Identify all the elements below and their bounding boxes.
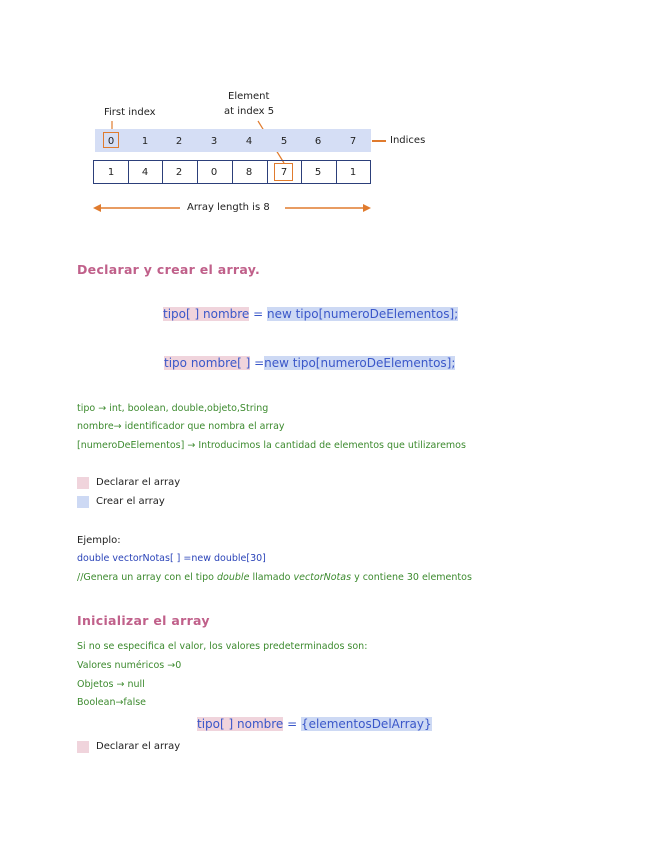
example-code: double vectorNotas[ ] =new double[30] [77,553,266,564]
length-arrow-left-head [93,204,101,212]
array-length-label: Array length is 8 [187,202,270,213]
init-line-2: Valores numéricos →0 [77,660,182,671]
value-cell: 0 [210,167,218,178]
index-cell: 5 [280,136,288,147]
code-line-1 [163,307,458,321]
comment-text: y contiene 30 elementos [351,572,472,583]
comment-varname: vectorNotas [293,572,352,583]
index-cell: 0 [107,136,115,147]
code-create-part: new tipo[numeroDeElementos]; [264,356,456,370]
element-at-index-label: at index 5 [224,106,275,117]
desc-numero: [numeroDeElementos] → Introducimos la cantidad de elementos que utilizaremos [77,440,466,451]
index-cell: 7 [349,136,357,147]
init-line-1: Si no se especifica el valor, los valores predeterminados son: [77,641,368,652]
first-index-label: First index [104,107,156,118]
init-line-4: Boolean→false [77,697,147,708]
index-cell: 3 [210,136,218,147]
section-title-declarar: Declarar y crear el array. [77,262,261,277]
legend-crear: Crear el array [96,496,165,507]
length-arrow-right-head [363,204,371,212]
code-equals: = [250,356,265,370]
index-cell: 6 [314,136,322,147]
section-title-inicializar: Inicializar el array [77,613,210,628]
code-initializer-part: {elementosDelArray} [300,717,432,731]
value-cell: 8 [245,167,253,178]
value-cell: 5 [314,167,322,178]
init-line-3: Objetos → null [77,679,145,690]
pointer-lines [0,0,655,240]
indices-label: Indices [390,135,426,146]
value-cell: 2 [175,167,183,178]
legend-declarar-2: Declarar el array [96,741,181,752]
legend-pink-swatch [77,477,89,489]
legend-declarar: Declarar el array [96,477,181,488]
example-comment [77,572,472,583]
code-declare-part: tipo[ ] nombre [163,307,250,321]
code-line-2 [164,356,455,370]
init-code-line [197,717,432,731]
comment-text: llamado [249,572,294,583]
index-cell: 4 [245,136,253,147]
code-create-part: new tipo[numeroDeElementos]; [266,307,459,321]
legend-blue-swatch [77,496,89,508]
comment-type: double [217,572,250,583]
value-cell: 1 [349,167,357,178]
legend-pink-swatch-2 [77,741,89,753]
value-cell: 1 [107,167,115,178]
code-equals: = [249,307,267,321]
value-cell: 4 [141,167,149,178]
index-cell: 1 [141,136,149,147]
desc-tipo: tipo → int, boolean, double,objeto,String [77,403,269,414]
value-cell: 7 [280,167,288,178]
code-declare-part: tipo[ ] nombre [197,717,284,731]
comment-text: //Genera un array con el tipo [77,572,218,583]
code-declare-part: tipo nombre[ ] [164,356,251,370]
code-equals: = [283,717,301,731]
desc-nombre: nombre→ identificador que nombra el array [77,421,285,432]
element-label: Element [228,91,270,102]
example-label: Ejemplo: [77,535,121,546]
index-cell: 2 [175,136,183,147]
